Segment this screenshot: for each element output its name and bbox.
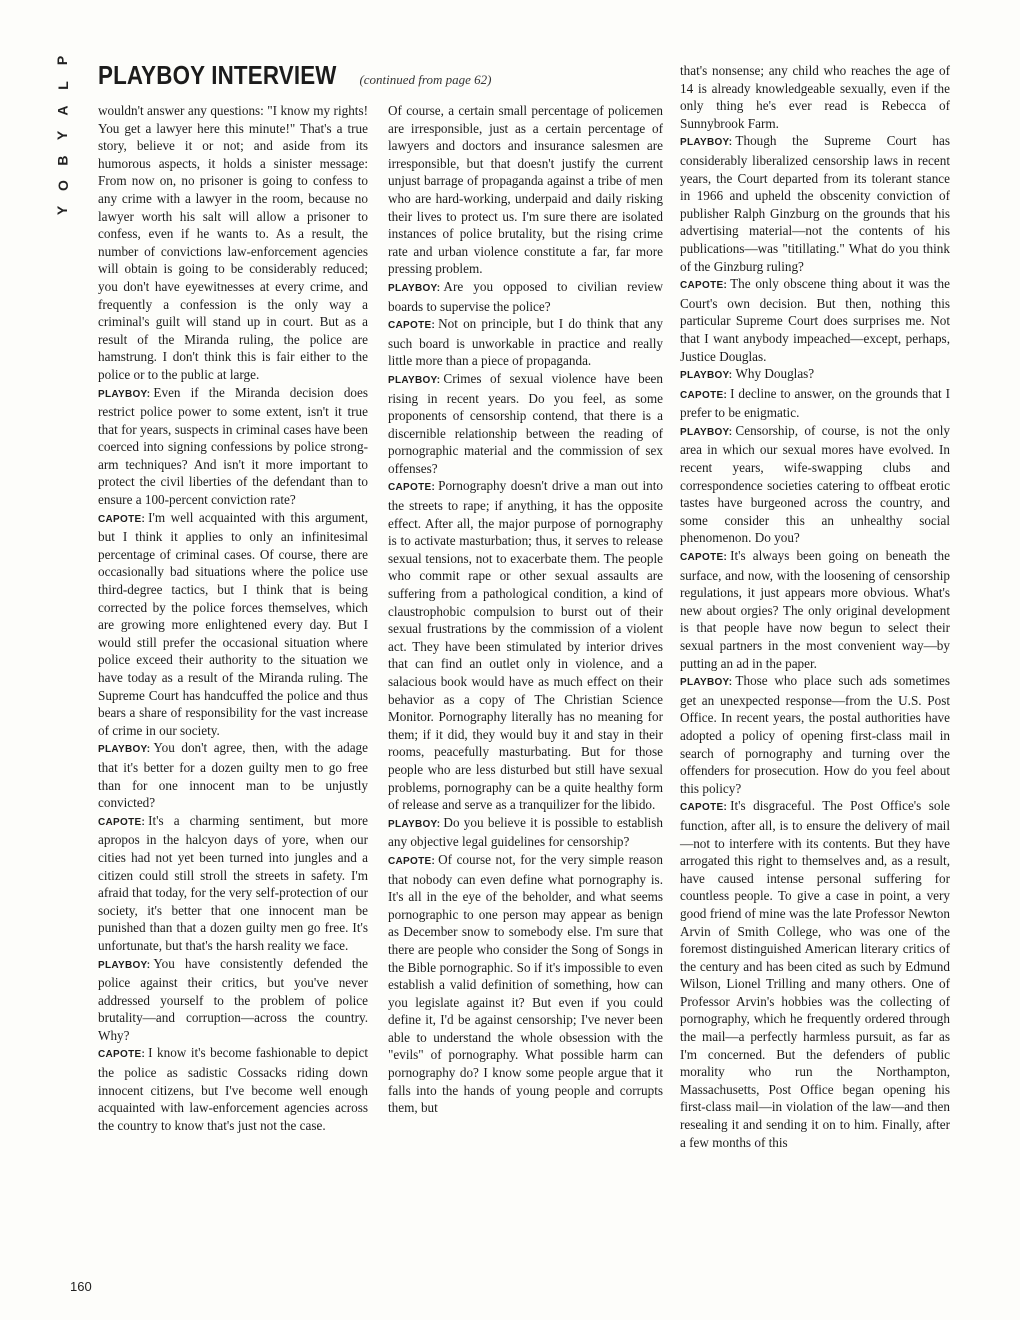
interview-paragraph	[388, 851, 663, 1117]
speaker-label: CAPOTE:	[680, 802, 728, 814]
paragraph-text: Do you believe it is possible to establish any objective legal guidelines for censorship?	[388, 814, 663, 850]
paragraph-text: Pornography doesn't drive a man out into the streets to rape; if anything, it has the opposite effect. After all, the major purpose of pornography is to activate masturbation; thus, it serves to release sexual tensions, not to exacerbate them. The people who commit rape or other sexual assaults are suffering from a pathological condition, a kind of claustrophobic compulsion to burst out of their sexual frustrations by the commission of a violent act. They have been stimulated by interior drives that can find an outlet only in violence, and a salacious book would have as much effect on their behavior as a copy of The Christian Science Monitor. Pornography literally has no meaning for them; if it did, they would buy it and stay in their rooms, peacefully masturbating. But for those people who are less disturbed but still have sexual problems, pornography can be a quite healthy form of release and serve as a tranquilizer for the libido.	[388, 478, 663, 813]
paragraph-text: The only obscene thing about it was the Court's own decision. But then, nothing this particular Supreme Court does surprises me. Not that I want anybody impeached—except, perhaps, Justice Douglas.	[680, 276, 950, 364]
interview-paragraph	[680, 275, 950, 365]
continued-note: (continued from page 62)	[359, 72, 492, 87]
speaker-label: PLAYBOY:	[680, 426, 733, 438]
interview-paragraph	[98, 509, 368, 740]
interview-paragraph	[98, 102, 368, 384]
interview-paragraph	[680, 62, 950, 132]
interview-paragraph	[98, 384, 368, 509]
paragraph-text: wouldn't answer any questions: "I know my rights! You get a lawyer here this minute!" That's a true story, believe it or not; and aside from its humorous aspects, it holds a sinister message: From now on, no prisoner is going to confess to any crime with a lawyer in the room, because no lawyer worth his salt will allow a prisoner to confess, even if he wants to. As a result, the number of convictions law-enforcement agencies will obtain is going to be considerably reduced; you don't have eyewitnesses at every crime, and frequently a confession is the only way a criminal's guilt will stand up in court. But as a result of the Miranda ruling, the police are hamstrung. I don't think this is fair either to the police or to the public at large.	[98, 103, 368, 382]
speaker-label: CAPOTE:	[98, 1049, 146, 1061]
logo-letter: A	[54, 105, 71, 116]
paragraph-text: It's disgraceful. The Post Office's sole function, after all, is to ensure the delivery of mail—not to interfere with its contents. But they have arrogated this right to themselves and, as a result, have caused intense personal suffering for countless people. To give a case in point, a very good friend of mine was the late Professor Newton Arvin of Smith College, who was one of the foremost distinguished American literary critics of the century and has been cited as such by Edmund Wilson, Lionel Trilling and many others. One of Professor Arvin's hobbies was the collecting of pornography, which he frequently ordered through the mail—a perfectly harmless pursuit, as far as I'm concerned. But the defenders of public morality who run the Northampton, Massachusetts, Post Office began opening his first-class mail—in violation of the law—and then resealing it and sending it on to him. Finally, after a few months of this	[680, 798, 950, 1150]
interview-paragraph	[388, 315, 663, 370]
paragraph-text: I know it's become fashionable to depict the police as sadistic Cossacks riding down innocent citizens, but I've become well enough acquainted with law-enforcement agencies across the country to know that's just not the case.	[98, 1045, 368, 1133]
paragraph-text: Crimes of sexual violence have been rising in recent years. Do you feel, as some proponents of censorship contend, that there is a discernible relationship between the reading of pornographic material and the commission of sex offenses?	[388, 370, 663, 476]
speaker-label: CAPOTE:	[680, 552, 728, 564]
paragraph-text: Why Douglas?	[735, 366, 815, 382]
paragraph-text: Censorship, of course, is not the only area in which our sexual mores have evolved. In recent years, wife-swapping clubs and correspondence societies catering to offbeat erotic tastes have burgeoned across the country, and some consider this an unhealthy social phenomenon. Do you?	[680, 422, 950, 546]
speaker-label: CAPOTE:	[388, 855, 436, 867]
interview-paragraph	[680, 672, 950, 797]
paragraph-text: Of course not, for the very simple reason that nobody can even define what pornography is. It's all in the eye of the beholder, and what seems pornographic to one person may appear as benign as December snow to somebody else. I'm sure that there are people who consider the Song of Songs in the Bible pornographic. So if it's impossible to even establish a valid definition of something, how can you legislate against it? But even if you could define it, I'd be against censorship; I've never been able to understand the whole obsession with the "evils" of pornography. What possible harm can pornography do? I know some people argue that it falls into the hands of young people and corrupts them, but	[388, 851, 663, 1116]
paragraph-text: I decline to answer, on the grounds that I prefer to be enigmatic.	[680, 385, 950, 421]
logo-letter: P	[54, 55, 71, 66]
interview-paragraph	[680, 385, 950, 422]
logo-letter: O	[54, 180, 71, 191]
paragraph-text: It's a charming sentiment, but more apropos in the halcyon days of yore, when our cities had not yet been turned into jungles and a citizen could still stroll the streets in safety. I'm afraid that today, for the very self-protection of our society, it's better that one innocent man be punished than that a dozen guilty men go free. It's unfortunate, but that's the harsh reality we face.	[98, 812, 368, 953]
interview-paragraph	[680, 797, 950, 1151]
speaker-label: CAPOTE:	[680, 389, 728, 401]
speaker-label: CAPOTE:	[388, 482, 436, 494]
speaker-label: PLAYBOY:	[680, 137, 733, 149]
paragraph-text: Are you opposed to civilian review boards to supervise the police?	[388, 278, 663, 314]
page-header	[98, 60, 491, 91]
logo-letter: Y	[54, 130, 71, 141]
interview-paragraph	[98, 1044, 368, 1134]
speaker-label: PLAYBOY:	[680, 677, 733, 689]
speaker-label: CAPOTE:	[98, 513, 146, 525]
speaker-label: PLAYBOY:	[388, 282, 441, 294]
interview-paragraph	[98, 955, 368, 1045]
interview-paragraph	[680, 422, 950, 547]
page-number: 160	[70, 1279, 92, 1294]
interview-paragraph	[98, 739, 368, 811]
speaker-label: CAPOTE:	[680, 280, 728, 292]
interview-paragraph	[680, 132, 950, 275]
paragraph-text: You don't agree, then, with the adage that it's better for a dozen guilty men to go free than for one innocent man to be unjustly convicted?	[98, 740, 368, 811]
speaker-label: PLAYBOY:	[680, 370, 733, 382]
page-title: PLAYBOY INTERVIEW	[98, 60, 337, 90]
article-column-3	[680, 62, 950, 1151]
speaker-label: PLAYBOY:	[388, 818, 441, 830]
paragraph-text: Even if the Miranda decision does restrict police power to some extent, isn't it true that for years, suspects in criminal cases have been coerced into signing confessions by police strong-arm techniques? And isn't it more important to protect the civil liberties of the defendant than to ensure a 100-percent conviction rate?	[98, 384, 368, 508]
paragraph-text: It's always been going on beneath the surface, and now, with the loosening of censorship regulations, it just appears more obvious. What's new about orgies? The only original development is that people have now begun to select their sexual partners in the most convenient way—by putting an ad in the paper.	[680, 548, 950, 671]
speaker-label: PLAYBOY:	[98, 388, 151, 400]
logo-letter: L	[54, 81, 71, 90]
interview-paragraph	[680, 547, 950, 672]
interview-paragraph	[388, 477, 663, 813]
paragraph-text: Of course, a certain small percentage of policemen are irresponsible, just as a certain percentage of lawyers and doctors and insurance salesmen are irresponsible, but that doesn't justify the current unjust barrage of propaganda against a tribe of men who are hard-working, underpaid and daily risking their lives to protect us. I'm sure there are isolated instances of police brutality, but the rising crime rate and urban violence constitute a far, far more pressing problem.	[388, 103, 663, 277]
paragraph-text: I'm well acquainted with this argument, but I think it applies to only an infinitesimal percentage of criminal cases. Of course, there are occasionally bad situations where the police use third-degree tactics, but I think that is being corrected by the police forces themselves, which are growing more enlightened every day. But I would still prefer the occasional situation where police exceed their authority to the situation we have today as a result of the Miranda ruling. The Supreme Court has handcuffed the police and thus bears a share of responsibility for the vast increase of crime in our society.	[98, 509, 368, 738]
interview-paragraph	[388, 278, 663, 315]
logo-letter: B	[54, 155, 71, 166]
paragraph-text: that's nonsense; any child who reaches the age of 14 is already knowledgeable sexually, even if the only thing he's ever read is Rebecca of Sunnybrook Farm.	[680, 63, 950, 131]
interview-paragraph	[388, 102, 663, 278]
interview-paragraph	[680, 365, 950, 385]
speaker-label: CAPOTE:	[388, 320, 436, 332]
paragraph-text: Those who place such ads sometimes get an unexpected response—from the U.S. Post Office. In recent years, the postal authorities have adopted a policy of opening first-class mail in search of pornography and turning over the offenders for prosecution. How do you feel about this policy?	[680, 673, 950, 796]
paragraph-text: Not on principle, but I do think that any such board is unworkable in practice and really little more than a piece of propaganda.	[388, 316, 663, 369]
logo-letter: Y	[54, 205, 71, 216]
paragraph-text: You have consistently defended the police against their critics, but you've never addressed yourself to the problem of police brutality—and corruption—across the country. Why?	[98, 955, 368, 1043]
interview-paragraph	[388, 370, 663, 478]
interview-paragraph	[388, 814, 663, 851]
article-column-1	[98, 102, 368, 1134]
speaker-label: PLAYBOY:	[388, 374, 441, 386]
playboy-vertical-logo	[48, 48, 78, 223]
speaker-label: PLAYBOY:	[98, 744, 151, 756]
speaker-label: PLAYBOY:	[98, 959, 151, 971]
paragraph-text: Though the Supreme Court has considerably liberalized censorship laws in recent years, the Court departed from its tolerant stance in 1966 and upheld the obscenity conviction of publisher Ralph Ginzburg on the grounds that his advertising material—not the contents of his publications—was "titillating." What do you think of the Ginzburg ruling?	[680, 133, 950, 274]
interview-paragraph	[98, 812, 368, 955]
speaker-label: CAPOTE:	[98, 816, 146, 828]
article-column-2	[388, 102, 663, 1117]
